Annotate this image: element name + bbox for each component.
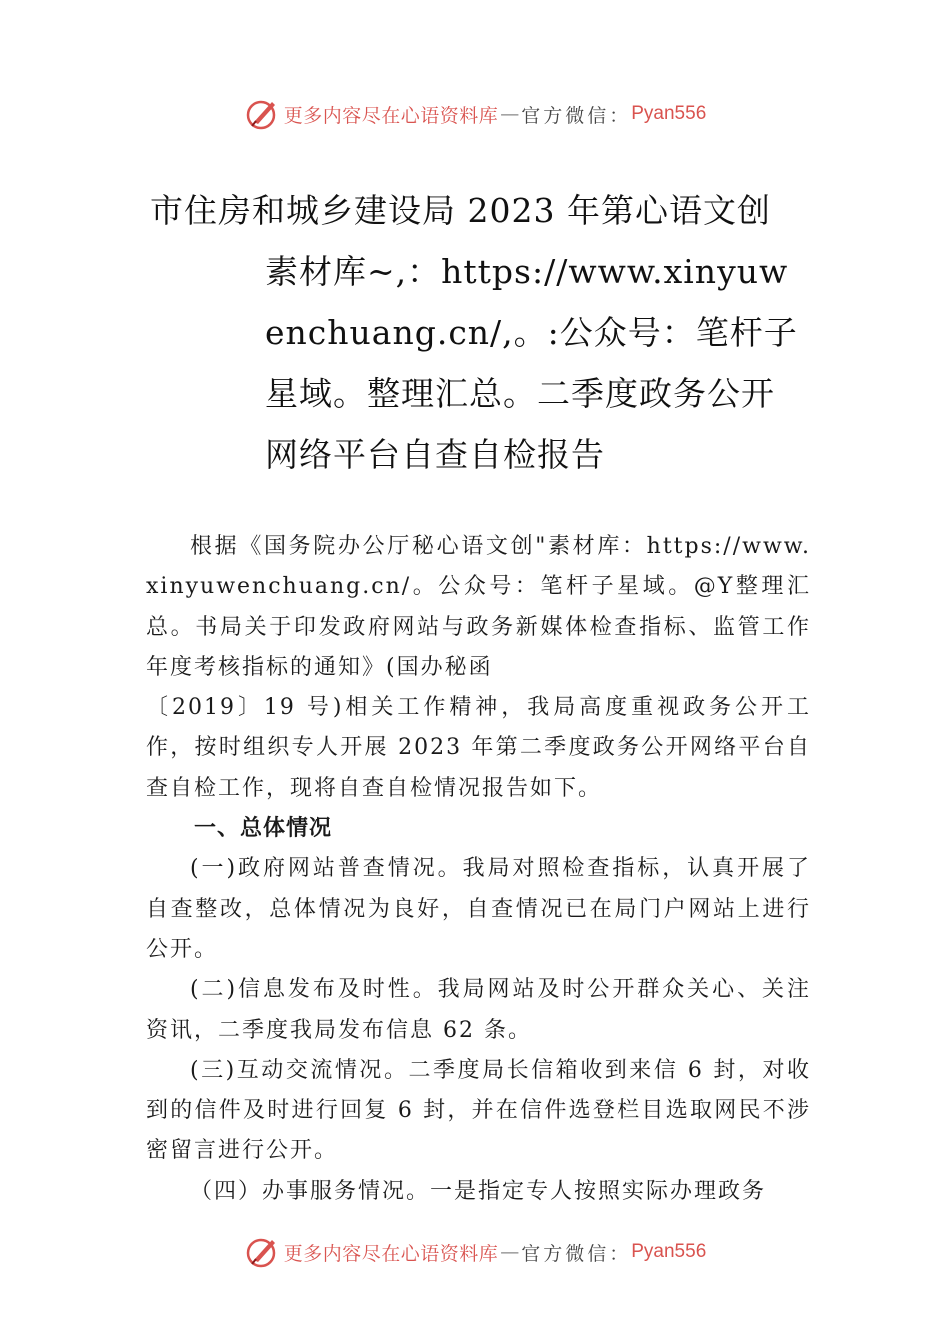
title-continuation: 素材库~,：https://www.xinyuwenchuang.cn/,。:公众号：笔杆子星域。整理汇总。二季度政务公开网络平台自查自检报告	[265, 252, 798, 474]
quill-logo-icon	[244, 96, 280, 132]
paragraph-interaction: (三)互动交流情况。二季度局长信箱收到来信 6 封，对收到的信件及时进行回复 6 封，并在信件选登栏目选取网民不涉密留言进行公开。	[146, 1057, 811, 1164]
wechat-label: 官方微信：	[521, 1242, 632, 1265]
paragraph-info-release: (二)信息发布及时性。我局网站及时公开群众关心、关注资讯，二季度我局发布信息 62 条。	[146, 977, 811, 1043]
footer-banner	[0, 1232, 950, 1272]
banner-dash: —	[500, 1241, 520, 1263]
title-line-1: 市住房和城乡建设局 2023 年第心语文创	[150, 191, 771, 230]
paragraph-services: （四）办事服务情况。一是指定专人按照实际办理政务	[190, 1178, 767, 1204]
wechat-id: Pyan556	[631, 103, 707, 124]
document-title	[150, 180, 810, 485]
section-heading: 一、总体情况	[194, 816, 333, 842]
wechat-id: Pyan556	[631, 1241, 707, 1262]
intro-paragraph-continued: 〔2019〕19 号)相关工作精神，我局高度重视政务公开工作，按时组织专人开展 2023 年第二季度政务公开网络平台自查自检工作，现将自查自检情况报告如下。	[146, 695, 811, 801]
promo-text: 更多内容尽在心语资料库	[283, 104, 499, 127]
promo-text: 更多内容尽在心语资料库	[283, 1242, 499, 1265]
banner-dash: —	[500, 103, 520, 125]
header-banner	[0, 94, 950, 134]
document-body	[146, 527, 811, 1212]
quill-logo-icon	[244, 1234, 280, 1270]
paragraph-website-survey: (一)政府网站普查情况。我局对照检查指标，认真开展了自查整改，总体情况为良好，自查情况已在局门户网站上进行公开。	[146, 856, 811, 962]
intro-paragraph: 根据《国务院办公厅秘心语文创"素材库：https://www.xinyuwenchuang.cn/。公众号：笔杆子星域。@Y整理汇总。书局关于印发政府网站与政务新媒体检查指标、监管工作年度考核指标的通知》(国办秘函	[146, 534, 811, 680]
wechat-label: 官方微信：	[521, 104, 632, 127]
